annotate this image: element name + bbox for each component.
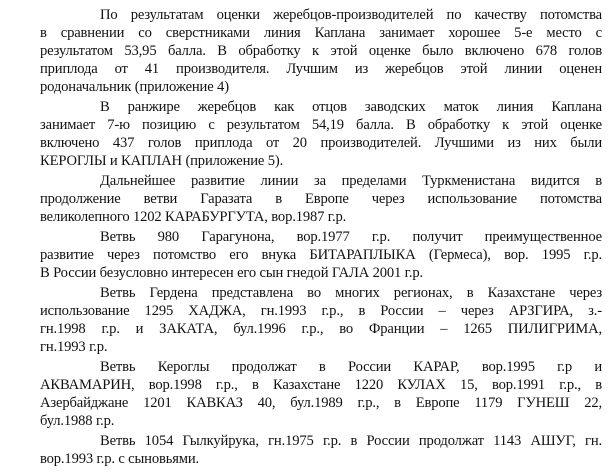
text-line: Дальнейшее развитие линии за пределами Туркменистана видится в: [100, 173, 602, 189]
text-line: В России безусловно интересен его сын гнедой ГАЛА 2001 г.р.: [40, 265, 424, 281]
text-line: приплода от 41 производителя. Лучшим из жеребцов этой линии оценен: [40, 61, 602, 77]
text-line: Ветвь 980 Гарагунона, вор.1977 г.р. получит преимущественное: [100, 229, 602, 245]
text-line: занимает 7-ю позицию с результатом 54,19 балла. В обработку к этой оценке: [40, 117, 602, 133]
text-line: гн.1993 г.р.: [40, 339, 108, 355]
text-line: В ранжире жеребцов как отцов заводских маток линия Каплана: [100, 99, 602, 115]
text-line: в сравнении со сверстниками линия Каплана занимает хорошее 5-е место с: [40, 25, 602, 41]
text-line: развитие через потомство его внука БИТАРАПЛЫКА (Гермеса), вор. 1995 г.р.: [40, 247, 602, 263]
text-line: Ветвь Кероглы продолжат в России КАРАР, вор.1995 г.р и: [100, 359, 602, 375]
text-line: АКВАМАРИН, вор.1998 г.р., в Казахстане 1220 КУЛАХ 15, вор.1991 г.р., в: [40, 377, 602, 393]
text-line: включено 437 голов приплода от 20 производителей. Лучшими из них были: [40, 135, 602, 151]
text-line: гн.1998 г.р. и ЗАКАТА, бул.1996 г.р., во Франции – 1265 ПИЛИГРИМА,: [40, 321, 602, 337]
text-line: По результатам оценки жеребцов-производителей по качеству потомства: [100, 7, 602, 23]
text-line: вор.1993 г.р. с сыновьями.: [40, 451, 200, 467]
text-line: результатом 53,95 балла. В обработку к этой оценке было включено 678 голов: [40, 43, 602, 59]
text-line: использование 1295 ХАДЖА, гн.1993 г.р., в России – через АРЗГИРА, з.-: [40, 303, 602, 319]
text-line: родоначальник (приложение 4): [40, 79, 229, 95]
text-line: Ветвь 1054 Гылкуйрука, гн.1975 г.р. в России продолжат 1143 АШУГ, гн.: [100, 433, 602, 449]
text-line: Ветвь Гердена представлена во многих регионах, в Казахстане через: [100, 285, 602, 301]
text-line: бул.1988 г.р.: [40, 413, 115, 429]
text-line: великолепного 1202 КАРАБУРГУТА, вор.1987 г.р.: [40, 209, 347, 225]
text-line: КЕРОГЛЫ и КАПЛАН (приложение 5).: [40, 153, 284, 169]
text-line: Азербайджане 1201 КАВКАЗ 40, бул.1989 г.р., в Европе 1179 ГУНЕШ 22,: [40, 395, 602, 411]
text-line: продолжение ветви Гаразата в Европе через использование потомства: [40, 191, 602, 207]
